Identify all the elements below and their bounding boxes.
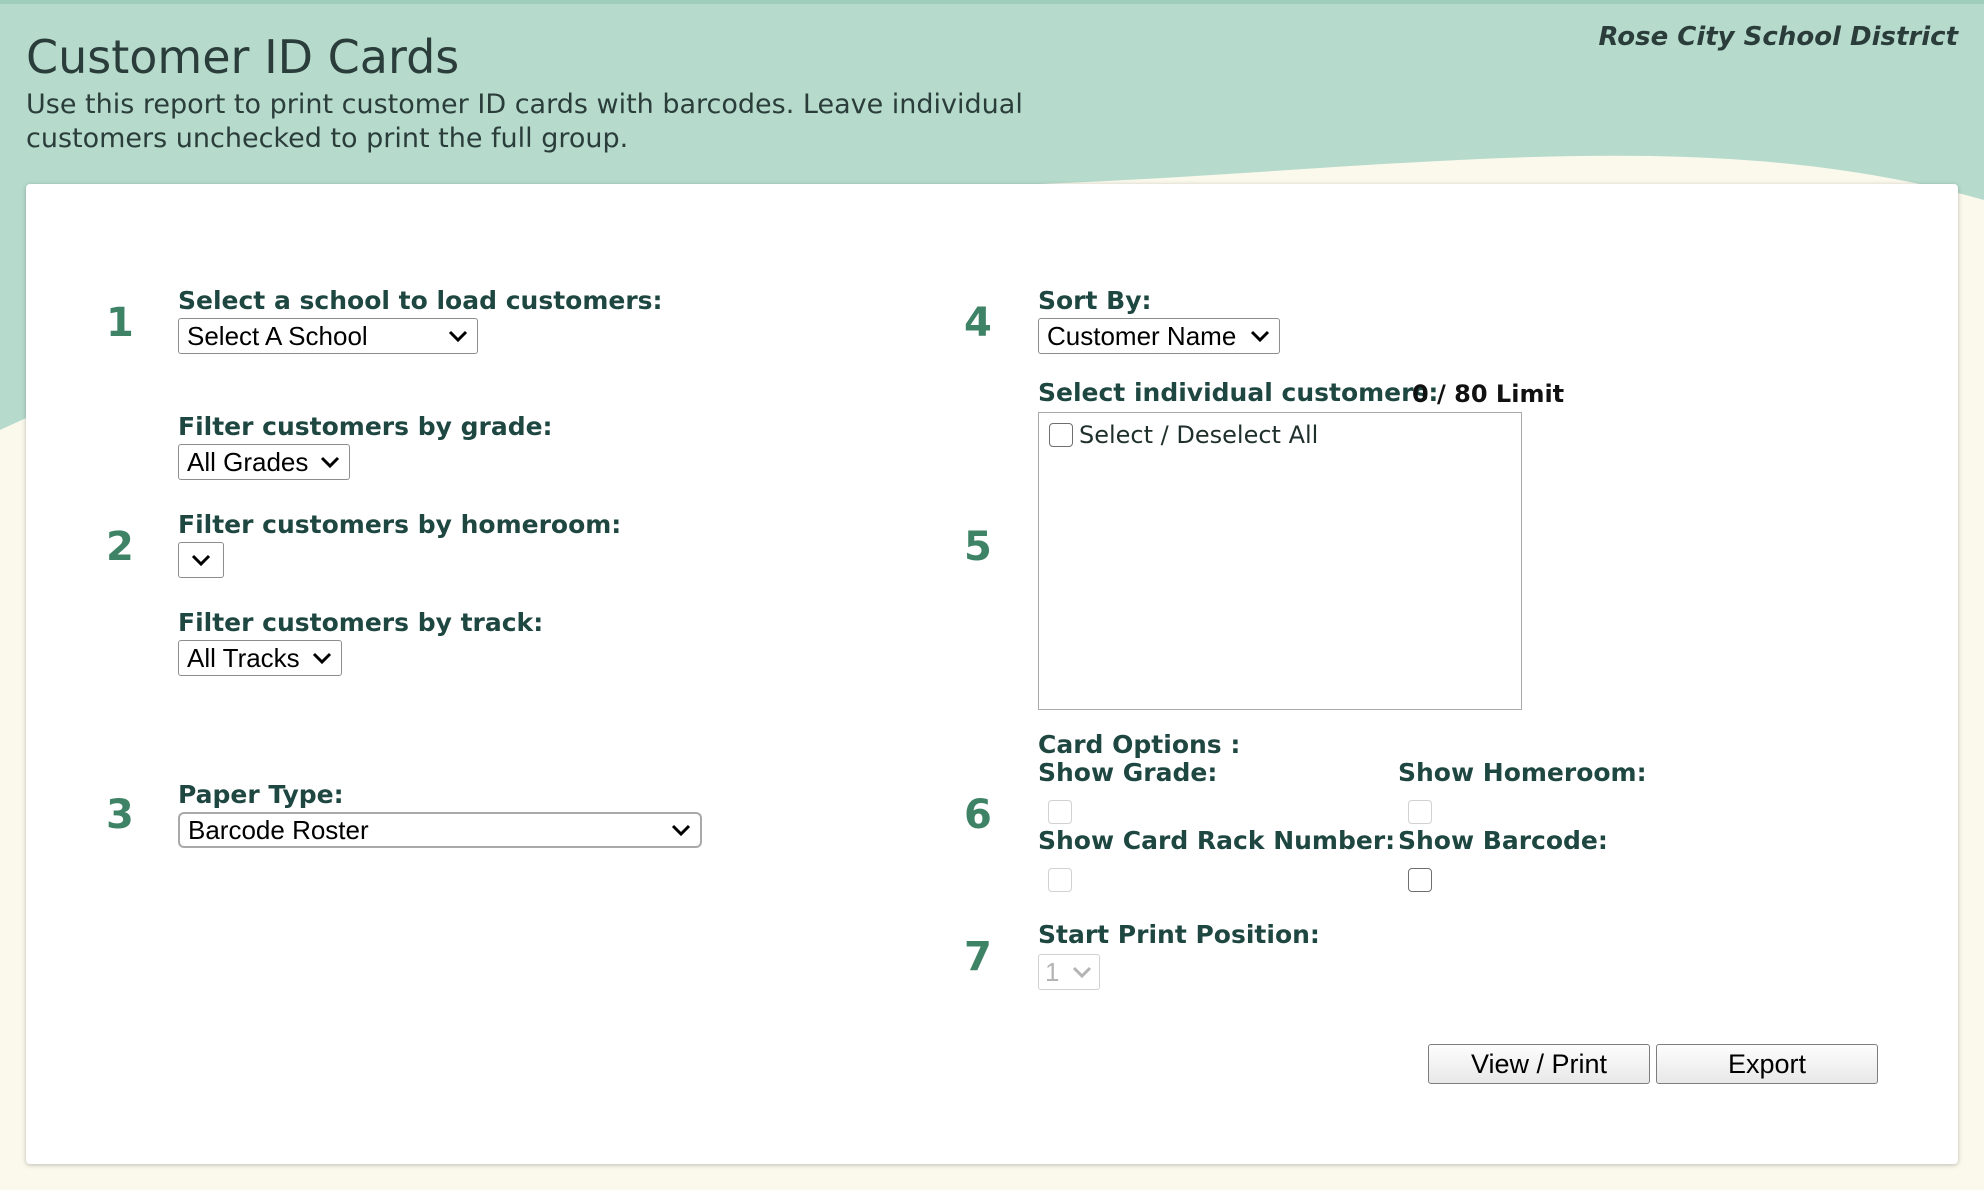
individual-customers-label: Select individual customers: xyxy=(1038,378,1439,407)
sort-by-select[interactable] xyxy=(1038,318,1280,354)
select-all-checkbox[interactable] xyxy=(1049,423,1073,447)
show-grade-checkbox[interactable] xyxy=(1048,800,1072,824)
show-homeroom-label: Show Homeroom: xyxy=(1398,758,1647,787)
homeroom-filter-select[interactable] xyxy=(178,542,224,578)
chevron-down-icon xyxy=(311,650,333,666)
show-barcode-checkbox[interactable] xyxy=(1408,868,1432,892)
chevron-down-icon xyxy=(1249,328,1271,344)
start-position-value: 1 xyxy=(1045,956,1060,987)
export-button[interactable]: Export xyxy=(1656,1044,1878,1084)
page-description: Use this report to print customer ID cards with barcodes. Leave individual customers unchecked to print the full group. xyxy=(26,89,1023,154)
step-number-5: 5 xyxy=(964,524,992,570)
report-panel xyxy=(26,184,1958,1164)
start-position-label: Start Print Position: xyxy=(1038,920,1320,949)
show-grade-label: Show Grade: xyxy=(1038,758,1218,787)
start-position-select[interactable] xyxy=(1038,954,1100,990)
step-number-2: 2 xyxy=(106,524,134,570)
select-all-label: Select / Deselect All xyxy=(1079,421,1319,449)
track-filter-select[interactable] xyxy=(178,640,342,676)
card-options-label: Card Options : xyxy=(1038,730,1241,759)
chevron-down-icon xyxy=(1071,964,1093,980)
page-title: Customer ID Cards xyxy=(26,30,460,84)
step-number-3: 3 xyxy=(106,792,134,838)
chevron-down-icon xyxy=(447,328,469,344)
school-select[interactable] xyxy=(178,318,478,354)
grade-filter-value: All Grades xyxy=(187,446,309,477)
paper-type-value: Barcode Roster xyxy=(188,814,369,845)
track-filter-value: All Tracks xyxy=(187,642,300,673)
step-number-1: 1 xyxy=(106,300,134,346)
show-homeroom-checkbox[interactable] xyxy=(1408,800,1432,824)
step-number-7: 7 xyxy=(964,934,992,980)
select-all-row[interactable] xyxy=(1049,421,1318,449)
view-print-button[interactable]: View / Print xyxy=(1428,1044,1650,1084)
show-barcode-label: Show Barcode: xyxy=(1398,826,1608,855)
paper-type-label: Paper Type: xyxy=(178,780,344,809)
step-number-4: 4 xyxy=(964,300,992,346)
step-number-6: 6 xyxy=(964,792,992,838)
chevron-down-icon xyxy=(670,822,692,838)
grade-filter-select[interactable] xyxy=(178,444,350,480)
school-select-value: Select A School xyxy=(187,320,368,351)
show-card-rack-checkbox[interactable] xyxy=(1048,868,1072,892)
customer-limit-counter: 0 / 80 Limit xyxy=(1412,380,1565,408)
homeroom-filter-label: Filter customers by homeroom: xyxy=(178,510,622,539)
chevron-down-icon xyxy=(190,552,212,568)
show-card-rack-label: Show Card Rack Number: xyxy=(1038,826,1396,855)
paper-type-select[interactable] xyxy=(178,812,702,848)
school-select-label: Select a school to load customers: xyxy=(178,286,663,315)
sort-by-value: Customer Name xyxy=(1047,320,1237,351)
grade-filter-label: Filter customers by grade: xyxy=(178,412,553,441)
sort-by-label: Sort By: xyxy=(1038,286,1152,315)
customer-list[interactable] xyxy=(1038,412,1522,710)
district-name: Rose City School District xyxy=(1598,22,1958,52)
chevron-down-icon xyxy=(319,454,341,470)
track-filter-label: Filter customers by track: xyxy=(178,608,544,637)
